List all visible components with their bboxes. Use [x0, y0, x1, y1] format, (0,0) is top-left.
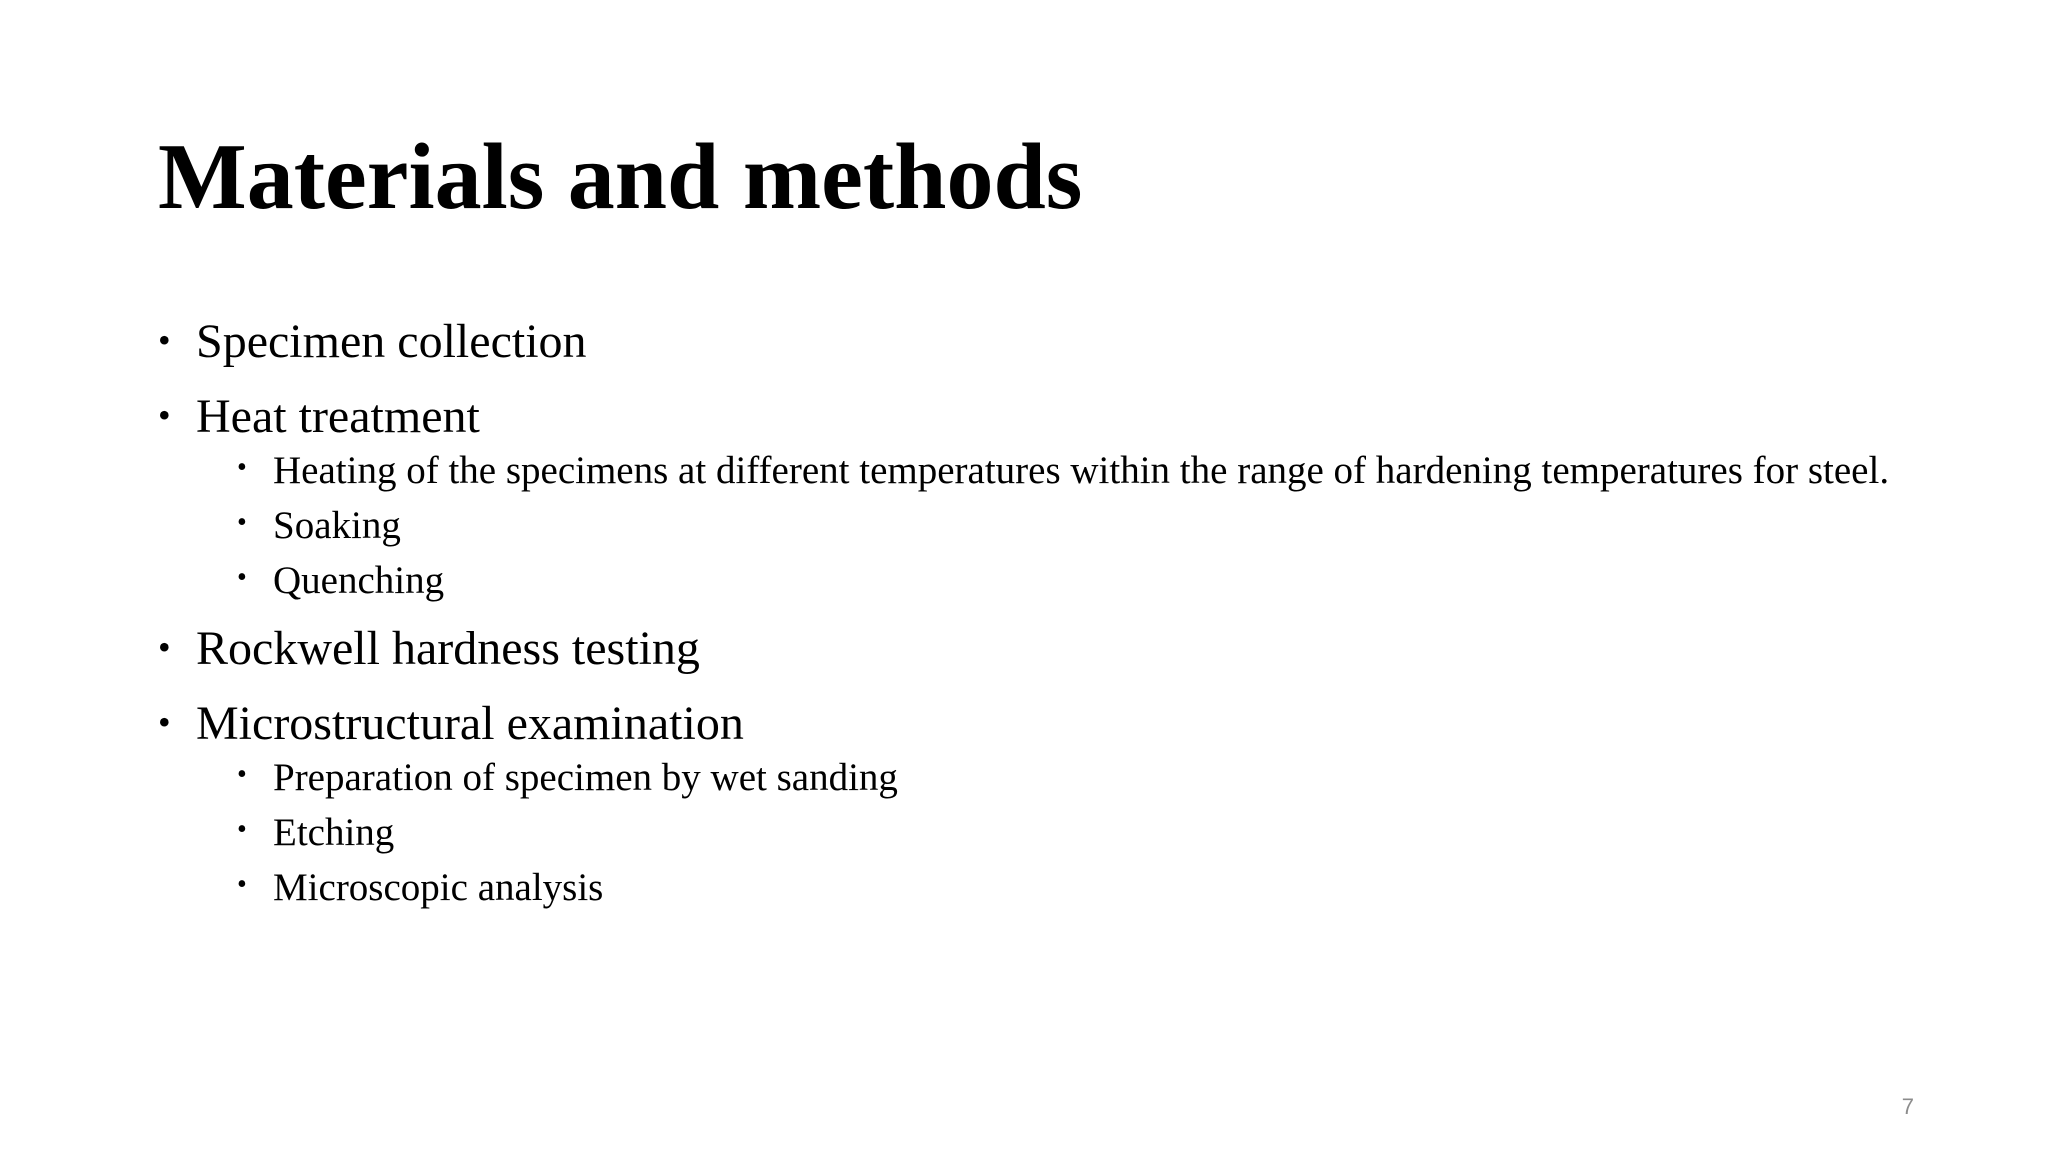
bullet-text: Microstructural examination [196, 697, 744, 750]
sub-bullet-text: Quenching [273, 559, 445, 602]
sub-bullet-item-quenching [237, 559, 1898, 603]
bullet-item-rockwell-hardness-testing [158, 621, 1898, 677]
sub-bullet-item-heating [237, 449, 1903, 493]
bullet-list [158, 314, 1898, 910]
bullet-dot-icon: • [158, 395, 171, 435]
bullet-dot-icon: • [237, 507, 247, 538]
sub-bullet-text: Microscopic analysis [273, 866, 604, 909]
bullet-dot-icon: • [158, 320, 171, 360]
bullet-dot-icon: • [237, 869, 247, 900]
bullet-text: Rockwell hardness testing [196, 622, 700, 675]
bullet-item-heat-treatment [158, 389, 1898, 445]
sub-bullet-item-soaking [237, 504, 1898, 548]
bullet-text: Specimen collection [196, 315, 587, 368]
bullet-text: Heat treatment [196, 390, 480, 443]
bullet-item-microstructural-examination [158, 696, 1898, 752]
bullet-dot-icon: • [237, 562, 247, 593]
sub-bullet-item-microscopic-analysis [237, 866, 1898, 910]
bullet-dot-icon: • [237, 759, 247, 790]
page-number: 7 [1901, 1094, 1914, 1119]
sub-bullet-text: Soaking [273, 504, 401, 547]
sub-bullet-text: Etching [273, 811, 395, 854]
slide-title: Materials and methods [158, 125, 1083, 229]
sub-bullet-text: Preparation of specimen by wet sanding [273, 756, 898, 799]
bullet-dot-icon: • [237, 814, 247, 845]
bullet-dot-icon: • [158, 627, 171, 667]
bullet-dot-icon: • [158, 702, 171, 742]
sub-bullet-text: Heating of the specimens at different temperatures within the range of hardening temperatures for steel. [273, 449, 1890, 492]
bullet-item-specimen-collection [158, 314, 1898, 370]
bullet-dot-icon: • [237, 452, 247, 483]
sub-bullet-item-preparation [237, 756, 1898, 800]
sub-bullet-item-etching [237, 811, 1898, 855]
